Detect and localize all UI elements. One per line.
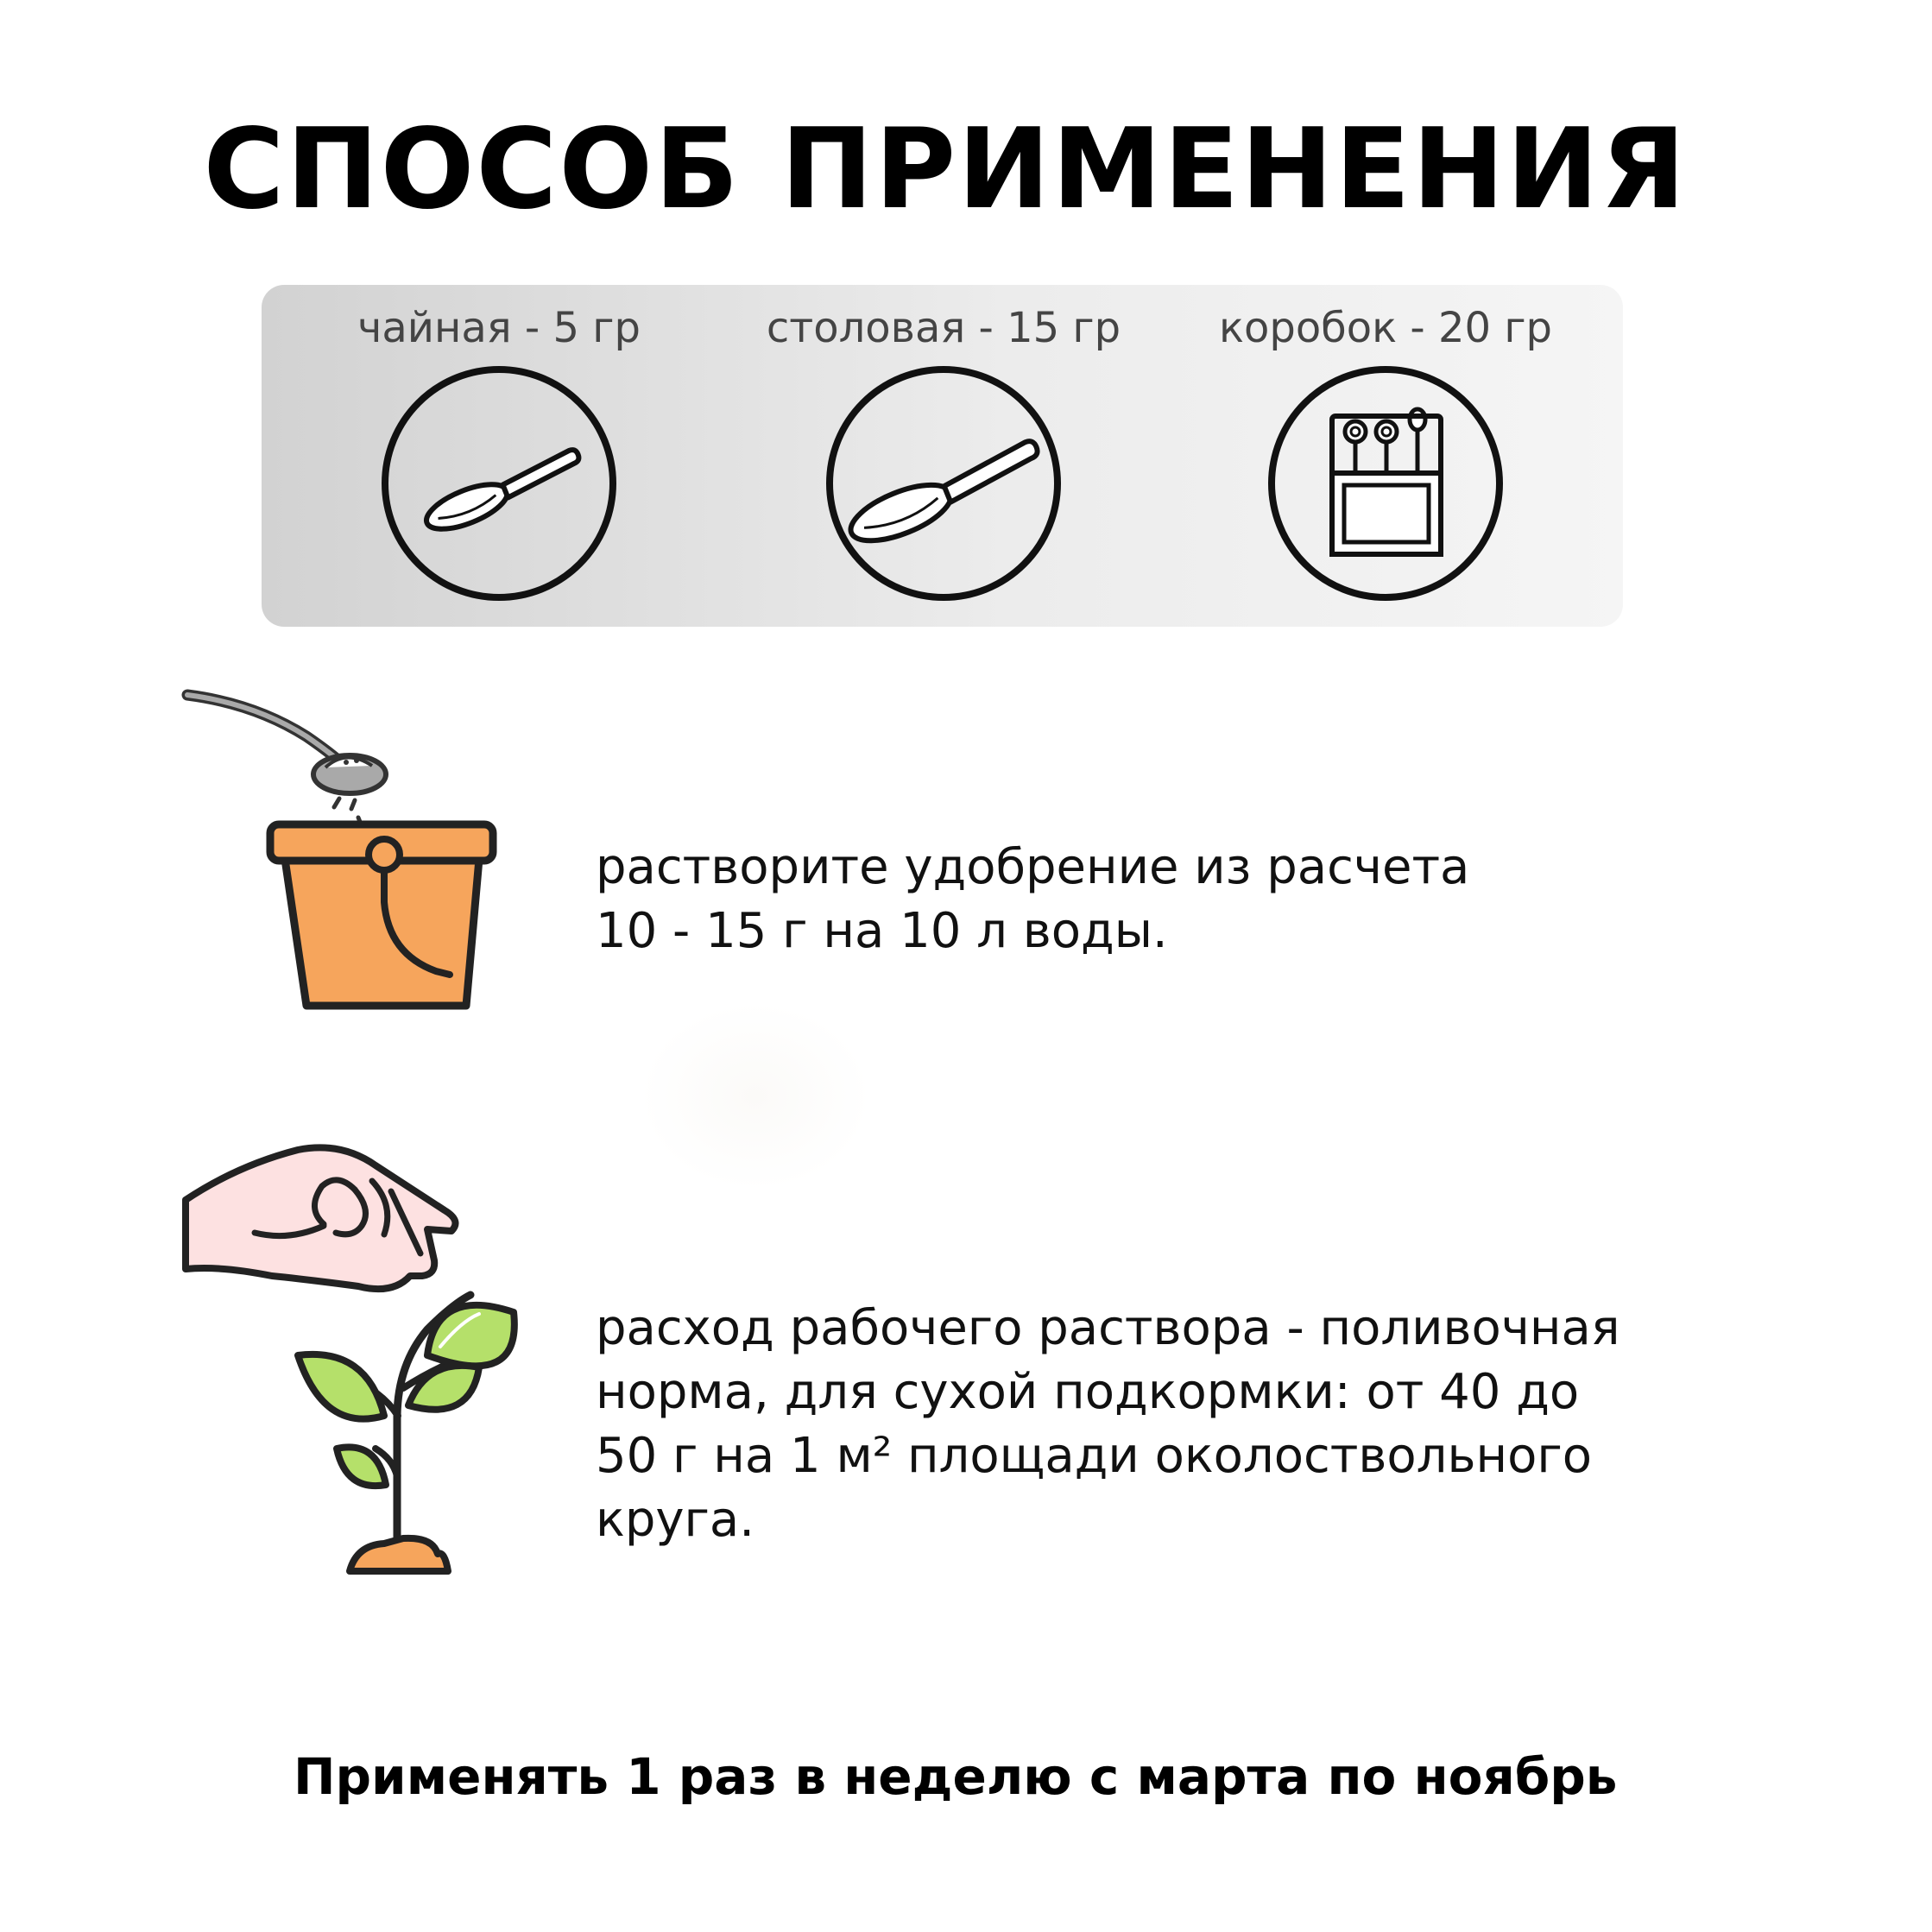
step-dissolve-line: 10 - 15 г на 10 л воды. — [596, 903, 1168, 959]
step-dissolve-text — [596, 836, 1469, 963]
background-smudge — [639, 1001, 872, 1191]
measure-label-matchbox: коробок - 20 гр — [1218, 304, 1552, 352]
measure-label-teaspoon: чайная - 5 гр — [357, 304, 641, 352]
hand-sprout-icon — [177, 1131, 540, 1580]
step-dissolve-line: растворите удобрение из расчета — [596, 839, 1470, 895]
spoon-bucket-icon — [177, 678, 505, 1023]
measures-panel — [262, 285, 1623, 627]
step-consumption-line: расход рабочего раствора - поливочная — [596, 1300, 1620, 1356]
tablespoon-icon — [824, 364, 1063, 603]
measure-tablespoon — [719, 285, 1168, 627]
step-consumption-text — [596, 1297, 1620, 1552]
measure-label-tablespoon: столовая - 15 гр — [766, 304, 1121, 352]
measure-matchbox — [1161, 285, 1610, 627]
footer-note: Применять 1 раз в неделю с марта по ноябрь — [294, 1747, 1618, 1806]
matchbox-icon — [1266, 364, 1505, 603]
step-consumption-line: 50 г на 1 м² площади околоствольного — [596, 1428, 1593, 1484]
step-consumption-line: норма, для сухой подкормки: от 40 до — [596, 1364, 1580, 1420]
step-consumption-line: круга. — [596, 1492, 755, 1548]
page-title: СПОСОБ ПРИМЕНЕНИЯ — [203, 105, 1688, 234]
teaspoon-icon — [380, 364, 618, 603]
measure-teaspoon — [275, 285, 723, 627]
